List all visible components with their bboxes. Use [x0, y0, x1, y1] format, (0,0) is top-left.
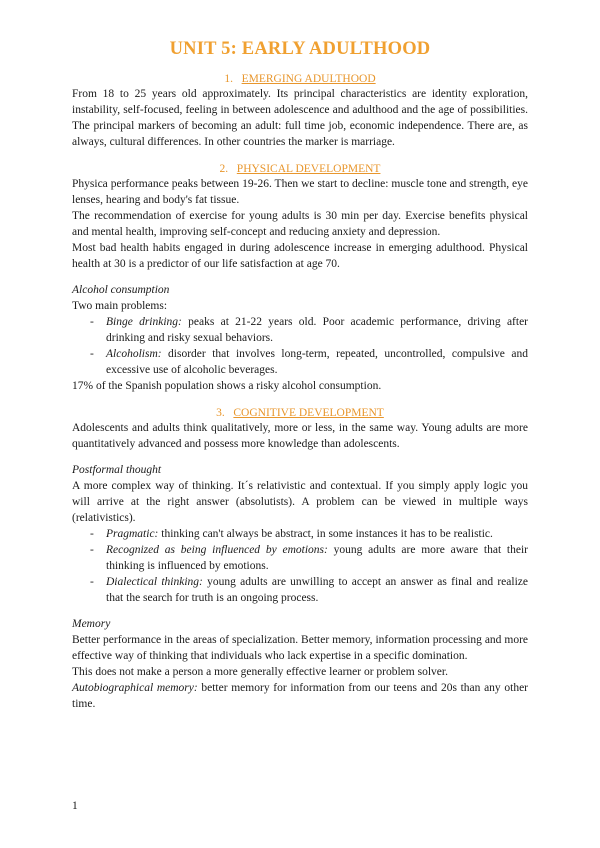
list-item: [90, 346, 528, 378]
list-item-term: Dialectical thinking:: [106, 576, 203, 588]
section-title: COGNITIVE DEVELOPMENT: [233, 407, 384, 419]
page-number: 1: [72, 800, 78, 812]
memory-paragraph-1: Better performance in the areas of specialization. Better memory, information processing and more effective way of thinking that individuals who lack expertise in a specific domination.: [72, 634, 528, 662]
list-item-term: Pragmatic:: [106, 528, 159, 540]
alcohol-statistic: 17% of the Spanish population shows a risky alcohol consumption.: [72, 380, 382, 392]
section-title: PHYSICAL DEVELOPMENT: [236, 163, 381, 175]
list-item: [90, 542, 528, 574]
list-item-text: young adults are unwilling to accept an answer as final and realize that the search for truth is an ongoing process.: [106, 576, 528, 604]
physical-paragraph-1: Physica performance peaks between 19-26. Then we start to decline: muscle tone and strength, eye lenses, hearing and body's fat tissue.: [72, 178, 528, 206]
list-item: [90, 314, 528, 346]
document-page: [72, 36, 528, 712]
list-item-text: disorder that involves long-term, repeated, uncontrolled, compulsive and excessive use of alcoholic beverages.: [106, 348, 528, 376]
list-item: [90, 574, 528, 606]
cognitive-paragraph: Adolescents and adults think qualitatively, more or less, in the same way. Young adults are more quantitatively advanced and possess more knowledge than adolescents.: [72, 422, 528, 450]
alcohol-intro: Two main problems:: [72, 300, 168, 312]
physical-paragraph-2: The recommendation of exercise for young adults is 30 min per day. Exercise benefits physical and mental health, improving self-concept and reducing anxiety and depression.: [72, 210, 528, 238]
section-heading-emerging-adulthood: [72, 72, 528, 86]
section-title: EMERGING ADULTHOOD: [241, 73, 376, 85]
list-item-text: young adults are more aware that their thinking is influenced by emotions.: [106, 544, 528, 572]
alcohol-subheading: Alcohol consumption: [72, 284, 170, 296]
postformal-paragraph: A more complex way of thinking. It´s relativistic and contextual. If you simply apply logic you will arrive at the right answer (absolutists). A problem can be viewed in multiple ways (relativistics).: [72, 480, 528, 524]
postformal-traits-list: [72, 526, 528, 606]
list-item: [90, 526, 528, 542]
memory-paragraph-2: This does not make a person a more generally effective learner or problem solver.: [72, 666, 448, 678]
memory-subheading: Memory: [72, 618, 111, 630]
section-heading-physical-development: [72, 162, 528, 176]
section-number: 3.: [216, 407, 225, 419]
autobiographical-memory-paragraph: [72, 680, 528, 712]
list-item-term: Recognized as being influenced by emotions:: [106, 544, 328, 556]
list-item-term: Alcoholism:: [106, 348, 162, 360]
postformal-subheading: Postformal thought: [72, 464, 162, 476]
autobiographical-text: better memory for information from our teens and 20s than any other time.: [72, 682, 528, 710]
list-item-text: peaks at 21-22 years old. Poor academic performance, driving after drinking and risky sexual behaviors.: [106, 316, 529, 344]
list-item-term: Binge drinking:: [106, 316, 182, 328]
list-item-text: thinking can't always be abstract, in some instances it has to be realistic.: [158, 528, 493, 540]
section-number: 1.: [224, 73, 233, 85]
page-title: UNIT 5: EARLY ADULTHOOD: [169, 39, 431, 59]
physical-paragraph-3: Most bad health habits engaged in during adolescence increase in emerging adulthood. Physical health at 30 is a predictor of our life satisfaction at age 70.: [72, 242, 528, 270]
section-number: 2.: [219, 163, 229, 175]
emerging-adulthood-paragraph: From 18 to 25 years old approximately. Its principal characteristics are identity exploration, instability, self-focused, feeling in between adolescence and adulthood and the age of possibilities. The principal markers of becoming an adult: full time job, economic independence. There are, as always, cultural differences. In other countries the marker is marriage.: [72, 88, 528, 148]
autobiographical-term: Autobiographical memory:: [72, 682, 198, 694]
section-heading-cognitive-development: [72, 406, 528, 420]
alcohol-problem-list: [72, 314, 528, 378]
